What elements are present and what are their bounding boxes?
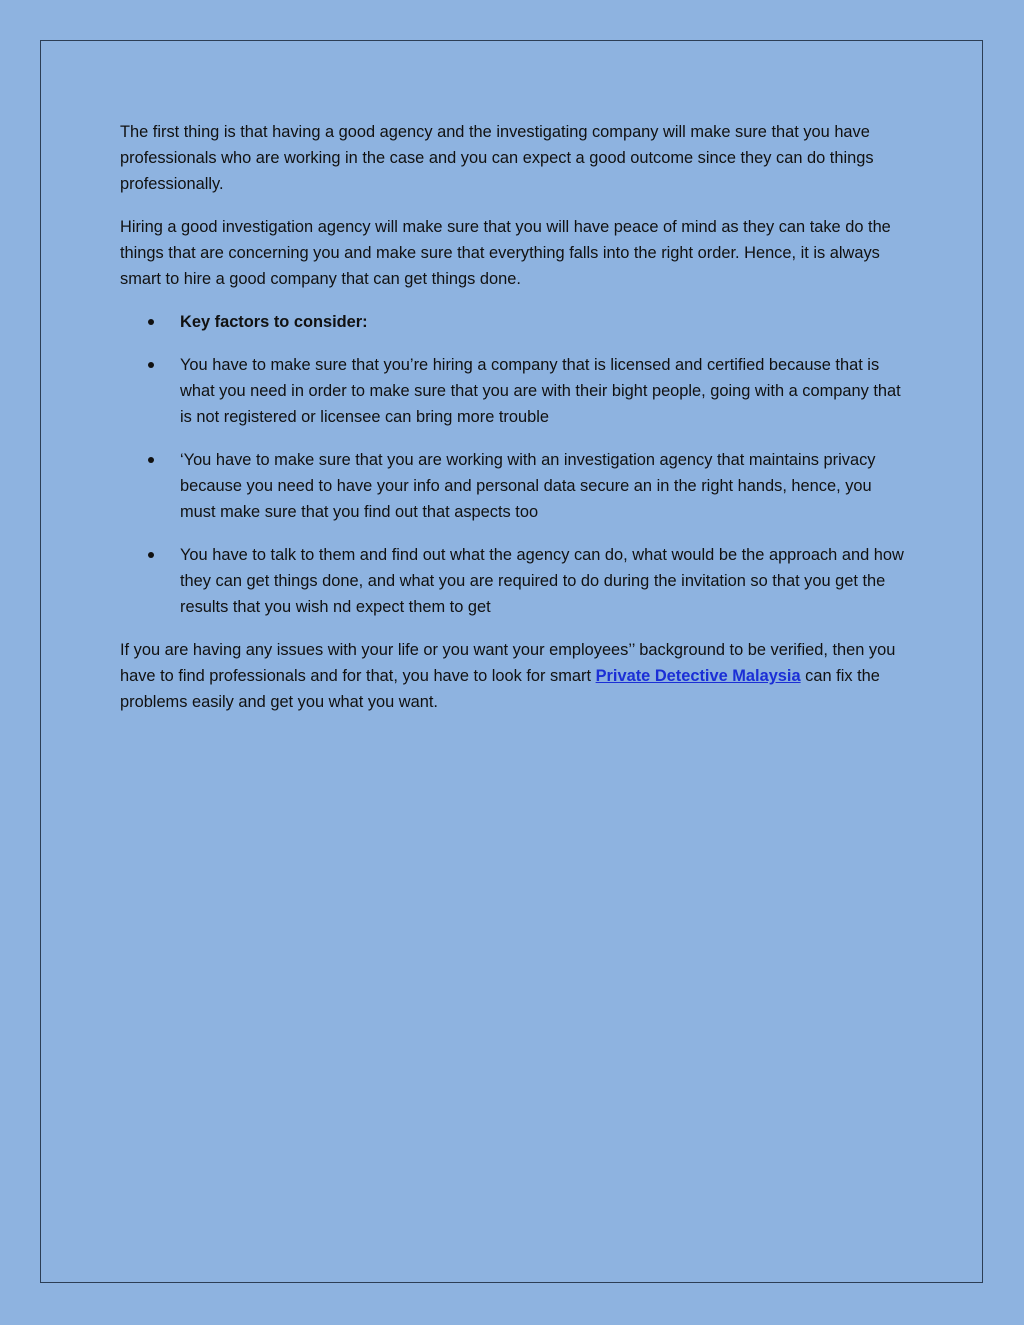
document-body xyxy=(120,119,910,732)
hiring-paragraph: Hiring a good investigation agency will make sure that you will have peace of mind as they can take do the things that are concerning you and make sure that everything falls into the right order. Hence, it is always smart to hire a good company that can get things done. xyxy=(120,218,891,288)
key-factors-list xyxy=(120,309,910,620)
key-factors-heading: Key factors to consider: xyxy=(180,313,368,331)
closing-text-after-link: can fix the problems easily and get you what you want. xyxy=(120,667,880,711)
closing-paragraph xyxy=(120,637,910,715)
bullet-icon xyxy=(148,362,154,368)
list-heading-item xyxy=(180,309,910,335)
bullet-icon xyxy=(148,552,154,558)
list-item-text: You have to make sure that you’re hiring a company that is licensed and certified because that is what you need in order to make sure that you are with their bight people, going with a company that is not registered or licensee can bring more trouble xyxy=(180,356,901,426)
list-item xyxy=(180,447,910,525)
intro-paragraph: The first thing is that having a good agency and the investigating company will make sure that you have professionals who are working in the case and you can expect a good outcome since they can do things professionally. xyxy=(120,123,874,193)
list-item-text: ‘You have to make sure that you are working with an investigation agency that maintains privacy because you need to have your info and personal data secure an in the right hands, hence, you must make sure that you find out that aspects too xyxy=(180,451,876,521)
bullet-icon xyxy=(148,319,154,325)
list-item-text: You have to talk to them and find out what the agency can do, what would be the approach and how they can get things done, and what you are required to do during the invitation so that you get the results that you wish nd expect them to get xyxy=(180,546,904,616)
private-detective-malaysia-link[interactable]: Private Detective Malaysia xyxy=(595,667,801,685)
list-item xyxy=(180,542,910,620)
list-item xyxy=(180,352,910,430)
closing-text-before-link: If you are having any issues with your life or you want your employees’’ background to be verified, then you have to find professionals and for that, you have to look for smart xyxy=(120,641,896,685)
bullet-icon xyxy=(148,457,154,463)
